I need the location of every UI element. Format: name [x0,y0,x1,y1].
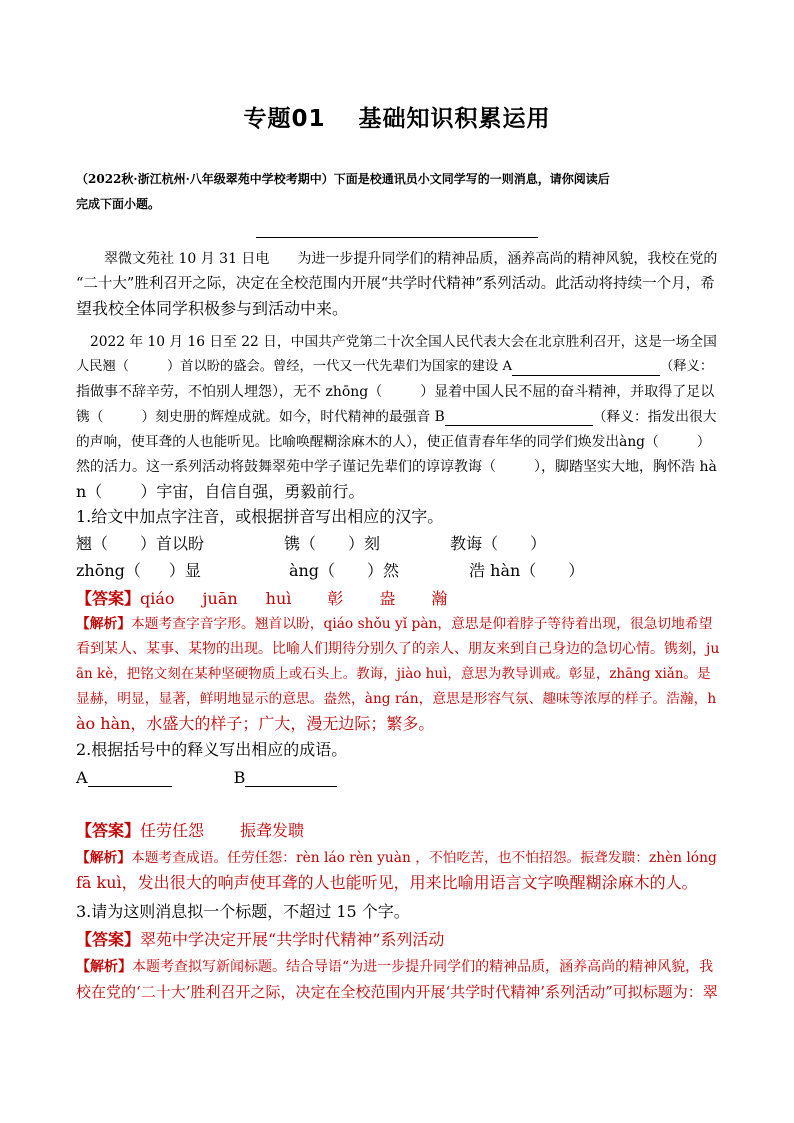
answer-value: 盎 [379,589,396,608]
article-text: ），脚踏坚实大地，胸怀浩 hà [534,459,717,475]
q1-answer [76,590,447,608]
answer-value: 振聋发聩 [240,821,305,840]
article-text: 然的活力。这一系列活动将鼓舞翠苑中学子谨记先辈们的谆谆教诲（ [76,459,496,475]
article-text: 指做事不辞辛劳，不怕别人埋怨），无不 zhōng（ [76,384,383,400]
intro-line-1: （2022秋·浙江杭州·八年级翠苑中学校考期中）下面是校通讯员小文同学写的一则消息，请你阅读后 [76,172,610,186]
q1-item: ） [530,534,547,553]
analysis-text: 可拟标题为：翠 [612,983,718,1001]
dateline: 翠微文苑社 10 月 31 日电 [104,251,270,267]
blank-b [445,411,593,426]
q2-answer [76,822,304,840]
article-text: 镌（ [76,409,104,425]
article-text: 为进一步提升同学们的精神品质，涵养高尚的精神风貌，我校在党的 [297,251,718,267]
article-text: ）刻史册的辉煌成就。如今，时代精神的最强音 B [141,409,445,425]
blank-b-label: B [233,768,246,787]
q1-row-2 [76,562,584,580]
blank-a-line [88,772,172,787]
analysis-label: 【解析】 [76,850,132,866]
article-text: ）宇宙，自信自强，勇毅前行。 [140,482,365,501]
analysis-text: rèn láo rèn yuàn ，不怕吃苦，也不怕招怨。振聋发聩：zhèn lóng [296,850,717,866]
article-text: （释义：指发出很大 [592,409,717,425]
article-line [76,483,364,501]
blank-a-label: A [76,768,88,787]
analysis-text: ào hàn，水盛大的样子；广大，漫无边际；繁多。 [76,714,435,733]
q1-item: ）首以盼 [140,534,205,553]
answer-label: 【答案】 [76,930,141,949]
answer-value: 瀚 [431,589,448,608]
analysis-label: 【解析】 [76,616,132,632]
blank-a [512,361,660,376]
q1-item: ）然 [367,561,400,580]
question-3: 3.请为这则消息拟一个标题，不超过 15 个字。 [76,902,410,921]
article-line: 2022 年 10 月 16 日至 22 日，中国共产党第二十次全国人民代表大会在北京胜利召开，这是一场全国 [90,334,717,350]
article-line [104,250,717,268]
answer-value: 翠苑中学决定开展“共学时代精神”系列活动 [140,930,445,949]
q2-blanks [76,769,337,787]
q1-item: àng（ [288,561,336,580]
q1-item: ） [568,561,585,580]
article-line: 望我校全体同学积极参与到活动中来。 [76,299,349,318]
q1-item: zhōng（ [76,561,141,580]
separator-line [256,237,538,238]
answer-label: 【答案】 [76,589,141,608]
question-1: 1.给文中加点字注音，或根据拼音写出相应的汉字。 [76,507,444,526]
article-text: ）显着中国人民不屈的奋斗精神，并取得了足以 [420,384,715,400]
q1-item: 浩 hàn（ [469,561,537,580]
analysis-text: fā kuì，发出很大的响声使耳聋的人也能听见，用来比喻用语言文字唤醒糊涂麻木的人。 [76,873,698,892]
article-line [76,383,714,401]
article-text: ） [696,434,711,450]
question-2: 2.根据括号中的释义写出相应的成语。 [76,740,348,759]
analysis-text: 本题考查字音字形。翘首以盼，qiáo shǒu yǐ pàn，意思是仰着脖子等待着出现，很急切地希望 [131,616,713,632]
analysis-text: 看到某人、某事、某物的出现。比喻人们期待分别久了的亲人、朋友来到自己身边的急切心情。镌刻，ju [76,641,720,657]
q3-answer [76,931,444,949]
article-line [76,408,717,426]
analysis-label: 【解析】 [76,959,132,975]
article-line [76,358,713,376]
answer-value: 彰 [327,589,344,608]
answer-value: juān [202,589,238,608]
analysis-text: 本题考查拟写新闻标题。结合导语 [132,959,342,975]
analysis-text: ān kè，把铭文刻在某种坚硬物质上或石头上。教诲，jiào huì，意思为教导训戒。彰显，zhāng xiǎn。是 [76,666,711,682]
analysis-text: 本题考查成语。任劳任怨： [131,850,297,866]
blank-b-line [245,772,337,787]
q3-analysis-line-2 [76,983,718,1001]
answer-value: huì [265,589,292,608]
answer-value: 任劳任怨 [140,821,205,840]
q1-item: ）显 [168,561,201,580]
article-text: n（ [76,482,103,501]
article-text: ）首以盼的盛会。曾经，一代又一代先辈们为国家的建设 A [167,359,513,374]
intro-line-2: 完成下面小题。 [76,197,161,211]
q1-item: ）刻 [348,534,381,553]
article-line [76,458,717,476]
q1-row-1 [76,535,546,553]
q1-item: 教诲（ [450,534,499,553]
article-line [76,433,711,451]
page-title: 专题01 基础知识积累运用 [243,106,551,132]
article-line: “二十大”胜利召开之际，决定在全校范围内开展“共学时代精神”系列活动。此活动将持续一个月，希 [76,276,715,292]
article-text: 人民翘（ [76,359,130,374]
q3-analysis [76,958,713,976]
q2-analysis [76,849,717,867]
analysis-text: 校在党的‘二十大’胜利召开之际，决定在全校范围内开展‘共学时代精神’系列活动” [76,983,613,1001]
article-text: （释义： [660,359,714,374]
q1-item: 翘（ [76,534,109,553]
article-text: 的声响，使耳聋的人也能听见。比喻唤醒糊涂麻木的人），使正值青春年华的同学们焕发出àng（ [76,434,659,450]
q1-item: 镌（ [284,534,317,553]
q1-analysis [76,615,712,633]
answer-value: qiáo [140,589,175,608]
answer-label: 【答案】 [76,821,141,840]
analysis-text: “为进一步提升同学们的精神品质，涵养高尚的精神风貌，我 [342,959,714,975]
analysis-text: 显赫，明显，显著，鲜明地显示的意思。盎然，àng rán，意思是形容气氛、趣味等浓厚的样子。浩瀚，h [76,691,717,707]
